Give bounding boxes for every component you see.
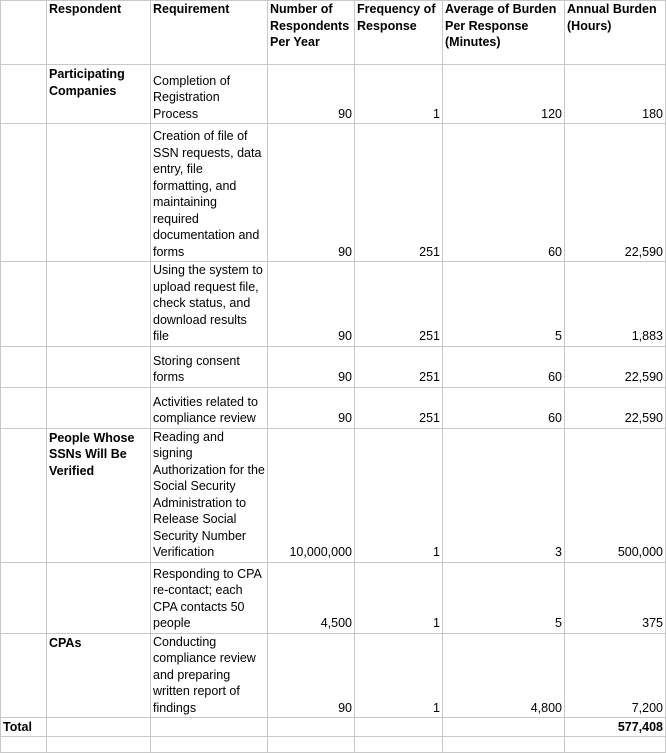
empty-cell bbox=[565, 737, 666, 753]
header-avg-burden: Average of Burden Per Response (Minutes) bbox=[443, 1, 565, 65]
requirement-cell: Storing consent forms bbox=[151, 346, 268, 387]
annual-burden-cell: 1,883 bbox=[565, 262, 666, 347]
frequency-cell: 251 bbox=[355, 124, 443, 262]
table-row bbox=[1, 65, 666, 124]
frequency-cell: 251 bbox=[355, 262, 443, 347]
respondent-cell bbox=[47, 346, 151, 387]
empty-cell bbox=[47, 718, 151, 737]
respondents-per-year-cell: 10,000,000 bbox=[268, 428, 355, 562]
respondents-per-year-cell: 90 bbox=[268, 633, 355, 718]
respondent-cell: CPAs bbox=[47, 633, 151, 718]
row-index-cell bbox=[1, 633, 47, 718]
blank-row bbox=[1, 737, 666, 753]
respondent-cell: People Whose SSNs Will Be Verified bbox=[47, 428, 151, 562]
empty-cell bbox=[1, 737, 47, 753]
header-respondents-per-year: Number of Respondents Per Year bbox=[268, 1, 355, 65]
requirement-cell: Using the system to upload request file, check status, and download results file bbox=[151, 262, 268, 347]
frequency-cell: 251 bbox=[355, 387, 443, 428]
annual-burden-cell: 22,590 bbox=[565, 387, 666, 428]
row-index-cell bbox=[1, 124, 47, 262]
header-frequency: Frequency of Response bbox=[355, 1, 443, 65]
frequency-cell: 1 bbox=[355, 562, 443, 633]
respondent-cell: Participating Companies bbox=[47, 65, 151, 124]
table-row bbox=[1, 387, 666, 428]
avg-burden-cell: 60 bbox=[443, 346, 565, 387]
requirement-cell: Conducting compliance review and preparing written report of findings bbox=[151, 633, 268, 718]
row-index-cell bbox=[1, 562, 47, 633]
frequency-cell: 251 bbox=[355, 346, 443, 387]
empty-cell bbox=[443, 718, 565, 737]
header-respondent: Respondent bbox=[47, 1, 151, 65]
row-index-cell bbox=[1, 346, 47, 387]
empty-cell bbox=[47, 737, 151, 753]
empty-cell bbox=[268, 718, 355, 737]
row-index-cell bbox=[1, 65, 47, 124]
frequency-cell: 1 bbox=[355, 65, 443, 124]
requirement-cell: Completion of Registration Process bbox=[151, 65, 268, 124]
respondents-per-year-cell: 90 bbox=[268, 346, 355, 387]
empty-cell bbox=[151, 737, 268, 753]
header-index bbox=[1, 1, 47, 65]
respondents-per-year-cell: 90 bbox=[268, 124, 355, 262]
annual-burden-cell: 22,590 bbox=[565, 346, 666, 387]
avg-burden-cell: 5 bbox=[443, 262, 565, 347]
respondent-cell bbox=[47, 387, 151, 428]
avg-burden-cell: 5 bbox=[443, 562, 565, 633]
empty-cell bbox=[151, 718, 268, 737]
avg-burden-cell: 3 bbox=[443, 428, 565, 562]
table-row bbox=[1, 124, 666, 262]
respondent-cell bbox=[47, 124, 151, 262]
respondents-per-year-cell: 90 bbox=[268, 65, 355, 124]
header-annual-burden: Annual Burden (Hours) bbox=[565, 1, 666, 65]
respondent-cell bbox=[47, 262, 151, 347]
table-row bbox=[1, 428, 666, 562]
total-label: Total bbox=[1, 718, 47, 737]
avg-burden-cell: 60 bbox=[443, 124, 565, 262]
requirement-cell: Activities related to compliance review bbox=[151, 387, 268, 428]
header-row bbox=[1, 1, 666, 65]
table-row bbox=[1, 262, 666, 347]
empty-cell bbox=[355, 718, 443, 737]
avg-burden-cell: 120 bbox=[443, 65, 565, 124]
empty-cell bbox=[443, 737, 565, 753]
table-row bbox=[1, 562, 666, 633]
header-requirement: Requirement bbox=[151, 1, 268, 65]
annual-burden-cell: 22,590 bbox=[565, 124, 666, 262]
frequency-cell: 1 bbox=[355, 633, 443, 718]
empty-cell bbox=[355, 737, 443, 753]
avg-burden-cell: 4,800 bbox=[443, 633, 565, 718]
table-row bbox=[1, 633, 666, 718]
respondents-per-year-cell: 90 bbox=[268, 387, 355, 428]
annual-burden-cell: 7,200 bbox=[565, 633, 666, 718]
respondent-cell bbox=[47, 562, 151, 633]
total-annual-burden: 577,408 bbox=[565, 718, 666, 737]
avg-burden-cell: 60 bbox=[443, 387, 565, 428]
annual-burden-cell: 500,000 bbox=[565, 428, 666, 562]
empty-cell bbox=[268, 737, 355, 753]
frequency-cell: 1 bbox=[355, 428, 443, 562]
row-index-cell bbox=[1, 262, 47, 347]
annual-burden-cell: 180 bbox=[565, 65, 666, 124]
row-index-cell bbox=[1, 387, 47, 428]
annual-burden-cell: 375 bbox=[565, 562, 666, 633]
row-index-cell bbox=[1, 428, 47, 562]
requirement-cell: Creation of file of SSN requests, data entry, file formatting, and maintaining required documentation and forms bbox=[151, 124, 268, 262]
respondents-per-year-cell: 4,500 bbox=[268, 562, 355, 633]
requirement-cell: Reading and signing Authorization for the Social Security Administration to Release Social Security Number Verification bbox=[151, 428, 268, 562]
requirement-cell: Responding to CPA re-contact; each CPA contacts 50 people bbox=[151, 562, 268, 633]
table-row bbox=[1, 346, 666, 387]
total-row bbox=[1, 718, 666, 737]
respondents-per-year-cell: 90 bbox=[268, 262, 355, 347]
